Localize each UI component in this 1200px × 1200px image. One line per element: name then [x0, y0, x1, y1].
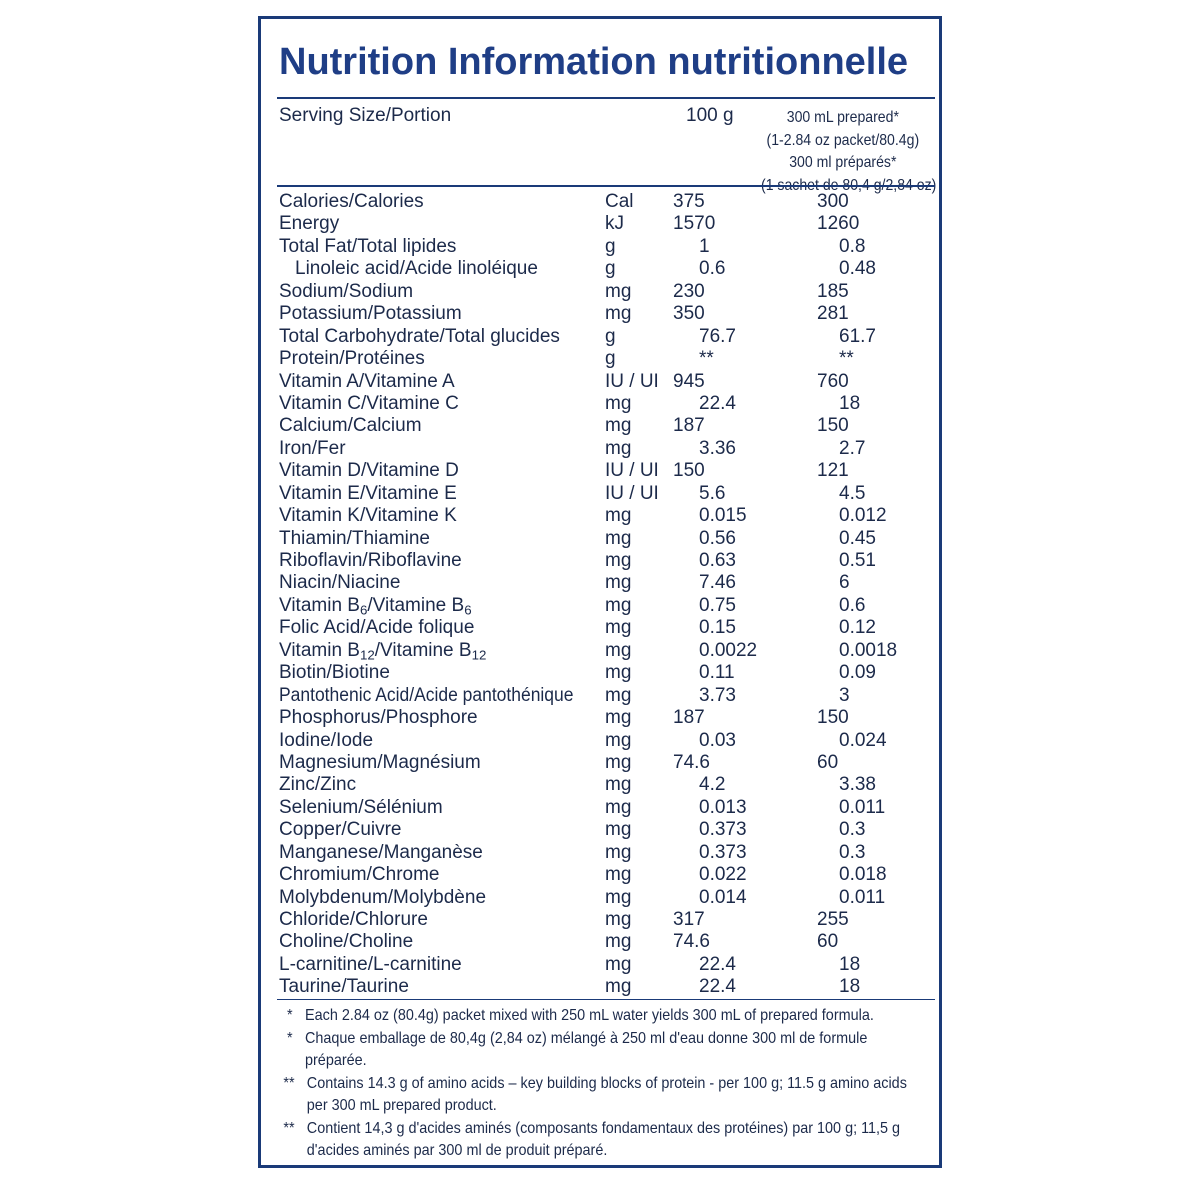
nutrient-name: Vitamin D/Vitamine D — [279, 460, 459, 482]
nutrient-unit: mg — [605, 527, 632, 549]
value-per-100g: 0.013 — [699, 796, 747, 818]
value-prepared: 6 — [839, 572, 850, 594]
nutrient-row — [261, 213, 939, 235]
nutrient-name: Linoleic acid/Acide linoléique — [295, 258, 538, 280]
value-prepared: 0.09 — [839, 662, 876, 684]
nutrient-row — [261, 842, 939, 864]
value-per-100g: 0.75 — [699, 594, 736, 616]
nutrient-unit: mg — [605, 751, 632, 773]
nutrient-name: Vitamin K/Vitamine K — [279, 505, 457, 527]
value-per-100g: 0.014 — [699, 886, 747, 908]
nutrient-name: Magnesium/Magnésium — [279, 751, 481, 773]
nutrient-row — [261, 326, 939, 348]
nutrient-row — [261, 887, 939, 909]
value-per-100g: 3.73 — [699, 684, 736, 706]
nutrient-name: Sodium/Sodium — [279, 280, 414, 302]
value-prepared: 18 — [839, 976, 861, 998]
nutrient-row — [261, 819, 939, 841]
nutrient-row — [261, 258, 939, 280]
nutrient-unit: mg — [605, 594, 632, 616]
nutrient-unit: mg — [605, 303, 632, 325]
nutrient-row — [261, 797, 939, 819]
value-per-100g: 150 — [673, 460, 705, 482]
value-per-100g: 5.6 — [699, 482, 726, 504]
value-prepared: 0.3 — [839, 841, 866, 863]
nutrient-row — [261, 550, 939, 572]
nutrient-name: Vitamin C/Vitamine C — [279, 392, 459, 414]
nutrient-row — [261, 572, 939, 594]
nutrient-unit: mg — [605, 931, 632, 953]
value-per-100g: 74.6 — [673, 931, 710, 953]
value-prepared: 121 — [817, 460, 849, 482]
nutrient-name: Iodine/Iode — [279, 729, 374, 751]
nutrient-name: Vitamin $B_{12}$/Vitamine $B_{12}$ — [279, 639, 487, 663]
value-per-100g: 375 — [673, 191, 705, 212]
nutrient-name: Copper/Cuivre — [279, 819, 402, 841]
value-per-100g: 0.11 — [699, 662, 735, 684]
footnotes — [283, 1005, 937, 1163]
value-per-100g: 0.015 — [699, 505, 747, 527]
value-prepared: 0.3 — [839, 819, 866, 841]
value-per-100g: 0.6 — [699, 258, 726, 280]
table-bottom-rule — [277, 999, 935, 1000]
nutrient-row — [261, 595, 939, 617]
value-per-100g: 7.46 — [699, 572, 736, 594]
nutrient-name: Thiamin/Thiamine — [279, 527, 430, 549]
value-per-100g: 0.63 — [699, 550, 736, 571]
nutrient-unit: mg — [605, 437, 632, 459]
value-prepared: 61.7 — [839, 325, 876, 347]
value-prepared: 300 — [817, 191, 849, 212]
nutrient-unit: g — [605, 235, 616, 257]
footnote: ** Contient 14,3 g d'acides aminés (composants fondamentaux des protéines) par 100 g; 11,5 g d'acides aminés par 300 ml de produit préparé. — [283, 1119, 901, 1159]
nutrient-unit: mg — [605, 639, 632, 661]
value-prepared: 281 — [817, 303, 849, 325]
value-prepared: 150 — [817, 707, 849, 729]
nutrient-row — [261, 640, 939, 662]
nutrient-name: Riboflavin/Riboflavine — [279, 550, 462, 571]
value-per-100g: 0.15 — [699, 617, 736, 639]
value-prepared: 0.011 — [839, 886, 886, 908]
value-prepared: 0.45 — [839, 527, 876, 549]
nutrient-row — [261, 348, 939, 370]
value-per-100g: 0.0022 — [699, 639, 758, 661]
value-per-100g: 0.373 — [699, 819, 747, 841]
serving-rule — [277, 185, 935, 187]
value-per-100g: 22.4 — [699, 392, 736, 414]
nutrient-name: Phosphorus/Phosphore — [279, 707, 478, 729]
serving-size-100g: 100 g — [686, 105, 734, 126]
value-prepared: 0.48 — [839, 258, 876, 280]
nutrient-name: Iron/Fer — [279, 437, 346, 459]
nutrient-row — [261, 662, 939, 684]
value-per-100g: 317 — [673, 909, 705, 930]
nutrient-row — [261, 483, 939, 505]
nutrient-row — [261, 393, 939, 415]
nutrient-table — [261, 191, 939, 999]
value-per-100g: 76.7 — [699, 325, 736, 347]
value-per-100g: 22.4 — [699, 953, 736, 975]
value-per-100g: 1 — [699, 235, 710, 257]
value-per-100g: 74.6 — [673, 751, 710, 773]
nutrient-unit: Cal — [605, 191, 634, 212]
panel-title: Nutrition Information nutritionnelle — [279, 41, 909, 83]
nutrient-unit: mg — [605, 774, 632, 796]
value-per-100g: 3.36 — [699, 437, 736, 459]
nutrient-row — [261, 909, 939, 931]
nutrient-unit: mg — [605, 953, 632, 975]
nutrient-name: Pantothenic Acid/Acide pantothénique — [279, 684, 574, 706]
footnote: * Each 2.84 oz (80.4g) packet mixed with 250 mL water yields 300 mL of prepared formula. — [287, 1007, 874, 1024]
nutrient-unit: mg — [605, 662, 632, 684]
nutrient-name: Choline/Choline — [279, 931, 414, 953]
value-prepared: 60 — [817, 751, 839, 773]
nutrient-unit: mg — [605, 572, 632, 594]
value-prepared: 2.7 — [839, 437, 866, 459]
value-prepared: 0.011 — [839, 796, 886, 818]
value-prepared: 0.8 — [839, 235, 866, 257]
value-prepared: ** — [839, 348, 854, 370]
value-prepared: 0.012 — [839, 505, 887, 527]
value-prepared: 1260 — [817, 213, 860, 235]
nutrient-name: L-carnitine/L-carnitine — [279, 953, 462, 975]
nutrient-name: Total Carbohydrate/Total glucides — [279, 325, 560, 347]
value-per-100g: 1570 — [673, 213, 716, 235]
nutrition-facts-panel — [258, 16, 942, 1168]
nutrient-unit: mg — [605, 684, 632, 706]
nutrient-name: Niacin/Niacine — [279, 572, 401, 594]
nutrient-name: Zinc/Zinc — [279, 774, 357, 796]
value-per-100g: 350 — [673, 303, 705, 325]
nutrient-unit: kJ — [605, 213, 624, 235]
nutrient-name: Molybdenum/Molybdène — [279, 886, 487, 908]
nutrient-unit: IU / UI — [605, 482, 659, 504]
nutrient-unit: mg — [605, 796, 632, 818]
nutrient-name: Calories/Calories — [279, 191, 424, 212]
value-per-100g: 0.022 — [699, 864, 747, 886]
nutrient-name: Chromium/Chrome — [279, 864, 440, 886]
nutrient-unit: g — [605, 348, 616, 370]
prepared-line: (1-2.84 oz packet/80.4g) — [766, 131, 920, 149]
nutrient-unit: IU / UI — [605, 370, 659, 392]
value-per-100g: 0.56 — [699, 527, 736, 549]
nutrient-name: Selenium/Sélénium — [279, 796, 443, 818]
nutrient-name: Vitamin $B_6$/Vitamine $B_6$ — [279, 594, 472, 618]
value-per-100g: 187 — [673, 415, 705, 437]
value-prepared: 4.5 — [839, 482, 866, 504]
nutrient-unit: mg — [605, 729, 632, 751]
nutrient-unit: mg — [605, 976, 632, 998]
nutrient-unit: mg — [605, 864, 632, 886]
nutrient-row — [261, 191, 939, 213]
nutrient-row — [261, 236, 939, 258]
value-prepared: 0.51 — [839, 550, 876, 571]
nutrient-row — [261, 864, 939, 886]
value-prepared: 0.018 — [839, 864, 887, 886]
nutrient-row — [261, 528, 939, 550]
value-prepared: 0.6 — [839, 594, 866, 616]
nutrient-name: Vitamin A/Vitamine A — [279, 370, 455, 392]
value-prepared: 60 — [817, 931, 839, 953]
nutrient-row — [261, 752, 939, 774]
value-per-100g: 0.03 — [699, 729, 736, 751]
value-prepared: 185 — [817, 280, 849, 302]
value-per-100g: 230 — [673, 280, 705, 302]
serving-size-prepared — [761, 107, 937, 197]
nutrient-row — [261, 505, 939, 527]
value-per-100g: 4.2 — [699, 774, 726, 796]
nutrient-name: Folic Acid/Acide folique — [279, 617, 475, 639]
value-per-100g: 945 — [673, 370, 705, 392]
nutrient-name: Protein/Protéines — [279, 348, 425, 370]
value-per-100g: 187 — [673, 707, 705, 729]
value-prepared: 3 — [839, 684, 850, 706]
value-prepared: 255 — [817, 909, 849, 930]
nutrient-unit: mg — [605, 550, 632, 571]
nutrient-unit: g — [605, 325, 616, 347]
nutrient-row — [261, 415, 939, 437]
nutrient-name: Vitamin E/Vitamine E — [279, 482, 457, 504]
nutrient-row — [261, 954, 939, 976]
nutrient-unit: mg — [605, 841, 632, 863]
nutrient-unit: g — [605, 258, 616, 280]
prepared-line: 300 ml préparés* — [789, 154, 897, 171]
nutrient-row — [261, 774, 939, 796]
footnote: * Chaque emballage de 80,4g (2,84 oz) mélangé à 250 ml d'eau donne 300 ml de formule préparée. — [287, 1029, 868, 1069]
value-prepared: 0.12 — [839, 617, 876, 639]
value-prepared: 0.024 — [839, 729, 887, 751]
nutrient-unit: mg — [605, 280, 632, 302]
nutrient-row — [261, 303, 939, 325]
prepared-line: 300 mL prepared* — [786, 109, 899, 126]
nutrient-name: Calcium/Calcium — [279, 415, 422, 437]
value-prepared: 760 — [817, 370, 849, 392]
prepared-line: (1 sachet de 80,4 g/2,84 oz) — [761, 176, 937, 194]
nutrient-row — [261, 438, 939, 460]
value-per-100g: 22.4 — [699, 976, 736, 998]
nutrient-row — [261, 371, 939, 393]
value-per-100g: ** — [699, 348, 714, 370]
nutrient-row — [261, 617, 939, 639]
value-prepared: 0.0018 — [839, 639, 898, 661]
nutrient-row — [261, 281, 939, 303]
nutrient-row — [261, 976, 939, 998]
nutrient-unit: mg — [605, 707, 632, 729]
nutrient-row — [261, 685, 939, 707]
nutrient-unit: mg — [605, 415, 632, 437]
nutrient-row — [261, 707, 939, 729]
nutrient-row — [261, 730, 939, 752]
value-per-100g: 0.373 — [699, 841, 747, 863]
nutrient-row — [261, 931, 939, 953]
footnote: ** Contains 14.3 g of amino acids – key building blocks of protein - per 100 g; 11.5 g amino acids per 300 mL prepared product. — [283, 1074, 907, 1114]
title-rule — [277, 97, 935, 99]
nutrient-row — [261, 460, 939, 482]
value-prepared: 150 — [817, 415, 849, 437]
nutrient-name: Chloride/Chlorure — [279, 909, 428, 930]
nutrient-unit: mg — [605, 617, 632, 639]
nutrient-unit: mg — [605, 819, 632, 841]
value-prepared: 18 — [839, 953, 861, 975]
nutrient-name: Potassium/Potassium — [279, 303, 462, 325]
value-prepared: 3.38 — [839, 774, 876, 796]
nutrient-unit: mg — [605, 909, 632, 930]
nutrient-unit: mg — [605, 886, 632, 908]
nutrient-unit: IU / UI — [605, 460, 659, 482]
serving-size-label: Serving Size/Portion — [279, 105, 452, 126]
nutrient-unit: mg — [605, 505, 632, 527]
nutrient-name: Taurine/Taurine — [279, 976, 409, 998]
nutrient-name: Total Fat/Total lipides — [279, 235, 457, 257]
value-prepared: 18 — [839, 392, 861, 414]
nutrient-name: Manganese/Manganèse — [279, 841, 483, 863]
nutrient-unit: mg — [605, 392, 632, 414]
nutrient-name: Biotin/Biotine — [279, 662, 390, 684]
nutrient-name: Energy — [279, 213, 340, 235]
